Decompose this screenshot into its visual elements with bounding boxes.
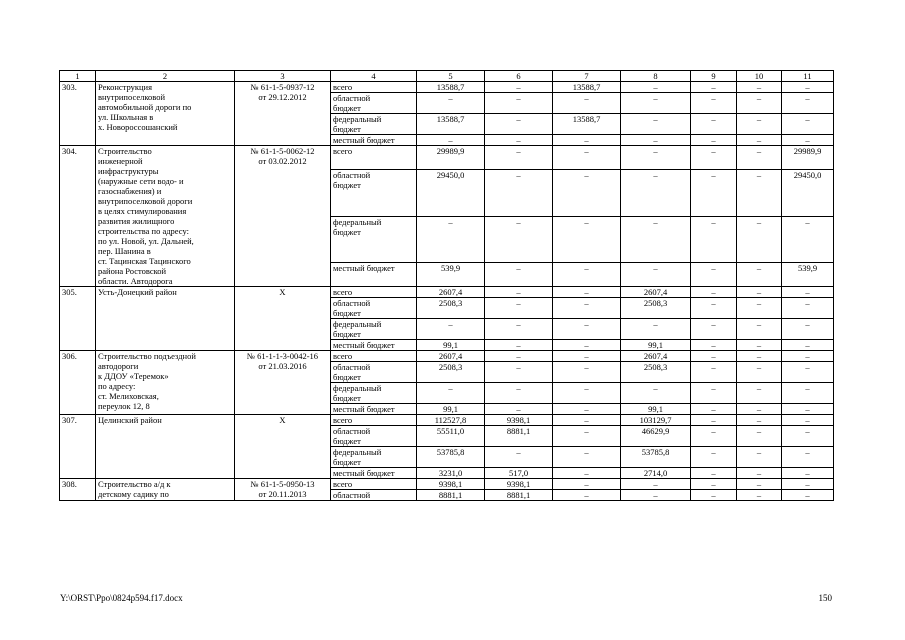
value-cell: 9398,1 — [485, 479, 553, 490]
value-cell: 2607,4 — [417, 287, 485, 298]
value-cell: – — [485, 135, 553, 146]
value-cell: – — [782, 114, 834, 135]
funding-source: местный бюджет — [331, 135, 417, 146]
footer-file-path: Y:\ORST\Ppo\0824p594.f17.docx — [60, 593, 183, 603]
budget-table — [59, 70, 834, 501]
value-cell: – — [691, 287, 737, 298]
object-name: Строительство а/д к детскому садику по — [96, 479, 235, 501]
funding-source: федеральный бюджет — [331, 447, 417, 468]
value-cell: 3231,0 — [417, 468, 485, 479]
value-cell: 99,1 — [417, 404, 485, 415]
value-cell: – — [737, 287, 782, 298]
value-cell: – — [782, 93, 834, 114]
value-cell: – — [485, 298, 553, 319]
value-cell: 8881,1 — [485, 490, 553, 501]
value-cell: 112527,8 — [417, 415, 485, 426]
value-cell: 2508,3 — [621, 298, 691, 319]
document-ref: № 61-1-5-0950-13 от 20.11.2013 — [235, 479, 331, 501]
value-cell: – — [737, 319, 782, 340]
value-cell: – — [782, 490, 834, 501]
value-cell: 29450,0 — [417, 170, 485, 216]
value-cell: – — [621, 490, 691, 501]
footer-page-number: 150 — [818, 593, 832, 603]
value-cell: – — [737, 262, 782, 286]
value-cell: – — [737, 415, 782, 426]
value-cell: 9398,1 — [485, 415, 553, 426]
funding-source: областной бюджет — [331, 362, 417, 383]
value-cell: – — [737, 404, 782, 415]
row-number: 306. — [60, 351, 96, 415]
value-cell: – — [485, 404, 553, 415]
value-cell: – — [621, 114, 691, 135]
value-cell: 2607,4 — [417, 351, 485, 362]
value-cell: – — [553, 404, 621, 415]
value-cell: – — [782, 82, 834, 93]
value-cell: – — [782, 479, 834, 490]
funding-source: областной бюджет — [331, 93, 417, 114]
value-cell: – — [782, 287, 834, 298]
value-cell: – — [485, 216, 553, 262]
value-cell: – — [691, 362, 737, 383]
value-cell: 13588,7 — [553, 114, 621, 135]
value-cell: – — [737, 383, 782, 404]
funding-source: федеральный бюджет — [331, 114, 417, 135]
value-cell: – — [782, 415, 834, 426]
value-cell: – — [737, 170, 782, 216]
value-cell: – — [553, 415, 621, 426]
value-cell: – — [417, 319, 485, 340]
value-cell: – — [553, 262, 621, 286]
value-cell: 2714,0 — [621, 468, 691, 479]
header-cell: 2 — [96, 71, 235, 82]
value-cell: – — [485, 82, 553, 93]
value-cell: – — [782, 362, 834, 383]
object-name: Усть-Донецкий район — [96, 287, 235, 351]
funding-source: всего — [331, 82, 417, 93]
funding-source: областной — [331, 490, 417, 501]
value-cell: 55511,0 — [417, 426, 485, 447]
value-cell: – — [621, 82, 691, 93]
value-cell: – — [553, 93, 621, 114]
value-cell: – — [691, 351, 737, 362]
value-cell: – — [417, 383, 485, 404]
header-cell: 6 — [485, 71, 553, 82]
value-cell: 29450,0 — [782, 170, 834, 216]
value-cell: 2607,4 — [621, 351, 691, 362]
value-cell: – — [553, 287, 621, 298]
value-cell: – — [737, 490, 782, 501]
object-name: Целинский район — [96, 415, 235, 479]
row-number: 307. — [60, 415, 96, 479]
value-cell: – — [691, 340, 737, 351]
object-name: Строительство подъездной автодороги к ДДОУ «Теремок» по адресу: ст. Мелиховская, переулок 12, 8 — [96, 351, 235, 415]
value-cell: – — [691, 319, 737, 340]
value-cell: – — [737, 362, 782, 383]
value-cell: – — [485, 146, 553, 170]
value-cell: – — [621, 262, 691, 286]
value-cell: – — [553, 362, 621, 383]
value-cell: – — [691, 490, 737, 501]
value-cell: – — [417, 135, 485, 146]
value-cell: – — [553, 490, 621, 501]
value-cell: – — [691, 170, 737, 216]
value-cell: 29989,9 — [417, 146, 485, 170]
value-cell: – — [553, 468, 621, 479]
value-cell: – — [553, 383, 621, 404]
table-row — [60, 146, 834, 170]
value-cell: 539,9 — [417, 262, 485, 286]
value-cell: – — [485, 170, 553, 216]
value-cell: – — [737, 468, 782, 479]
value-cell: – — [553, 319, 621, 340]
document-ref: Х — [235, 415, 331, 479]
value-cell: – — [691, 383, 737, 404]
funding-source: областной бюджет — [331, 298, 417, 319]
value-cell: 29989,9 — [782, 146, 834, 170]
value-cell: – — [621, 319, 691, 340]
funding-source: местный бюджет — [331, 468, 417, 479]
value-cell: – — [691, 82, 737, 93]
value-cell: – — [782, 426, 834, 447]
funding-source: всего — [331, 146, 417, 170]
value-cell: 99,1 — [417, 340, 485, 351]
value-cell: – — [621, 93, 691, 114]
funding-source: местный бюджет — [331, 262, 417, 286]
value-cell: – — [691, 93, 737, 114]
value-cell: – — [553, 170, 621, 216]
value-cell: 2508,3 — [417, 298, 485, 319]
value-cell: – — [737, 426, 782, 447]
value-cell: – — [485, 351, 553, 362]
value-cell: – — [691, 415, 737, 426]
value-cell: – — [691, 298, 737, 319]
row-number: 305. — [60, 287, 96, 351]
funding-source: местный бюджет — [331, 404, 417, 415]
value-cell: 103129,7 — [621, 415, 691, 426]
object-name: Реконструкция внутрипоселковой автомобильной дороги по ул. Школьная в х. Новороссошанский — [96, 82, 235, 146]
funding-source: областной бюджет — [331, 170, 417, 216]
funding-source: всего — [331, 415, 417, 426]
header-cell: 8 — [621, 71, 691, 82]
value-cell: 46629,9 — [621, 426, 691, 447]
table-body — [60, 71, 834, 501]
header-cell: 11 — [782, 71, 834, 82]
funding-source: федеральный бюджет — [331, 319, 417, 340]
value-cell: – — [737, 479, 782, 490]
funding-source: областной бюджет — [331, 426, 417, 447]
header-cell: 10 — [737, 71, 782, 82]
value-cell: – — [691, 426, 737, 447]
value-cell: – — [691, 262, 737, 286]
header-cell: 3 — [235, 71, 331, 82]
value-cell: – — [782, 319, 834, 340]
value-cell: – — [553, 216, 621, 262]
value-cell: 8881,1 — [417, 490, 485, 501]
value-cell: – — [417, 216, 485, 262]
funding-source: федеральный бюджет — [331, 383, 417, 404]
value-cell: – — [621, 216, 691, 262]
value-cell: – — [553, 426, 621, 447]
value-cell: – — [737, 82, 782, 93]
value-cell: – — [782, 298, 834, 319]
value-cell: – — [737, 447, 782, 468]
value-cell: – — [782, 135, 834, 146]
header-cell: 7 — [553, 71, 621, 82]
funding-source: всего — [331, 479, 417, 490]
value-cell: – — [691, 479, 737, 490]
value-cell: – — [485, 362, 553, 383]
value-cell: 13588,7 — [417, 114, 485, 135]
value-cell: 53785,8 — [621, 447, 691, 468]
value-cell: 8881,1 — [485, 426, 553, 447]
value-cell: – — [553, 351, 621, 362]
value-cell: – — [553, 447, 621, 468]
value-cell: – — [737, 351, 782, 362]
value-cell: – — [621, 383, 691, 404]
value-cell: – — [782, 216, 834, 262]
value-cell: – — [553, 479, 621, 490]
value-cell: – — [553, 146, 621, 170]
value-cell: – — [737, 93, 782, 114]
document-ref: № 61-1-5-0937-12 от 29.12.2012 — [235, 82, 331, 146]
value-cell: – — [737, 114, 782, 135]
value-cell: – — [485, 114, 553, 135]
value-cell: – — [417, 93, 485, 114]
value-cell: – — [691, 135, 737, 146]
value-cell: – — [553, 298, 621, 319]
value-cell: – — [737, 135, 782, 146]
value-cell: – — [621, 146, 691, 170]
value-cell: – — [782, 340, 834, 351]
value-cell: – — [737, 340, 782, 351]
value-cell: – — [691, 404, 737, 415]
row-number: 304. — [60, 146, 96, 287]
value-cell: – — [621, 170, 691, 216]
value-cell: 2607,4 — [621, 287, 691, 298]
header-cell: 4 — [331, 71, 417, 82]
document-ref: № 61-1-5-0062-12 от 03.02.2012 — [235, 146, 331, 287]
value-cell: – — [485, 287, 553, 298]
header-cell: 1 — [60, 71, 96, 82]
value-cell: 517,0 — [485, 468, 553, 479]
header-cell: 5 — [417, 71, 485, 82]
value-cell: – — [485, 447, 553, 468]
value-cell: – — [782, 447, 834, 468]
funding-source: всего — [331, 287, 417, 298]
row-number: 303. — [60, 82, 96, 146]
value-cell: – — [553, 340, 621, 351]
value-cell: – — [782, 468, 834, 479]
document-ref: Х — [235, 287, 331, 351]
header-cell: 9 — [691, 71, 737, 82]
value-cell: 53785,8 — [417, 447, 485, 468]
value-cell: 2508,3 — [417, 362, 485, 383]
value-cell: – — [691, 216, 737, 262]
value-cell: – — [782, 383, 834, 404]
table-row — [60, 479, 834, 490]
value-cell: – — [485, 340, 553, 351]
value-cell: – — [691, 114, 737, 135]
table-row — [60, 415, 834, 426]
object-name: Строительство инженерной инфраструктуры (наружные сети водо- и газоснабжения) и внутрипоселковой дороги в целях стимулирования развития жилищного строительства по адресу: по ул. Новой, ул. Дальней, пер. Шанина в ст. Тацинская Тацинского района Ростовской области. Автодорога — [96, 146, 235, 287]
value-cell: – — [621, 479, 691, 490]
table-row — [60, 351, 834, 362]
value-cell: – — [691, 447, 737, 468]
row-number: 308. — [60, 479, 96, 501]
value-cell: 13588,7 — [417, 82, 485, 93]
value-cell: 99,1 — [621, 404, 691, 415]
funding-source: местный бюджет — [331, 340, 417, 351]
value-cell: – — [553, 135, 621, 146]
value-cell: – — [737, 298, 782, 319]
value-cell: – — [621, 135, 691, 146]
value-cell: – — [737, 146, 782, 170]
header-row — [60, 71, 834, 82]
value-cell: 13588,7 — [553, 82, 621, 93]
value-cell: 2508,3 — [621, 362, 691, 383]
table-row — [60, 82, 834, 93]
value-cell: – — [485, 319, 553, 340]
value-cell: – — [485, 383, 553, 404]
funding-source: всего — [331, 351, 417, 362]
value-cell: 539,9 — [782, 262, 834, 286]
value-cell: – — [691, 146, 737, 170]
value-cell: – — [782, 351, 834, 362]
value-cell: – — [691, 468, 737, 479]
value-cell: – — [782, 404, 834, 415]
value-cell: 99,1 — [621, 340, 691, 351]
funding-source: федеральный бюджет — [331, 216, 417, 262]
value-cell: – — [485, 262, 553, 286]
table-row — [60, 287, 834, 298]
value-cell: 9398,1 — [417, 479, 485, 490]
value-cell: – — [485, 93, 553, 114]
value-cell: – — [737, 216, 782, 262]
document-ref: № 61-1-1-3-0042-16 от 21.03.2016 — [235, 351, 331, 415]
